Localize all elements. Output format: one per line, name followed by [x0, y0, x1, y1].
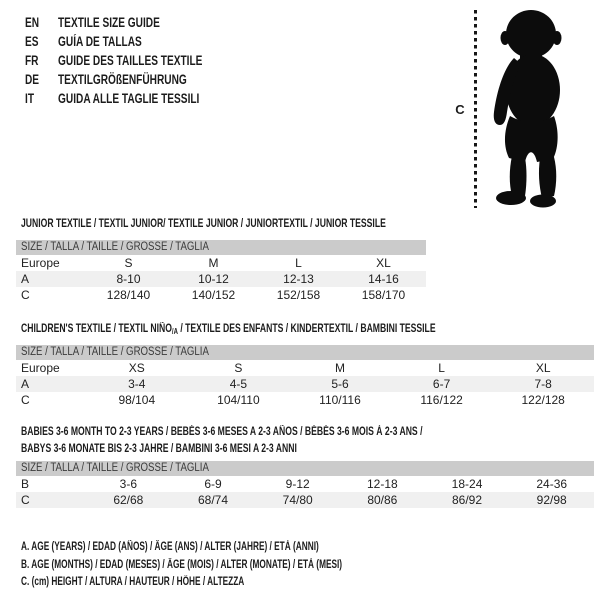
row-label: A [21, 377, 30, 391]
language-title: GUIDE DES TAILLES TEXTILE [58, 53, 203, 68]
row-label: C [21, 288, 30, 302]
row-label: Europe [21, 256, 60, 270]
cell: S [124, 256, 133, 270]
cell: 10-12 [198, 272, 229, 286]
cell: 4-5 [229, 377, 248, 391]
table-row [16, 376, 594, 392]
table-row [16, 492, 594, 508]
language-row-fr [25, 51, 251, 70]
size-header-bar: SIZE / TALLA / TAILLE / GRÖSSE / TAGLIA [16, 240, 426, 255]
language-title: TEXTILGRÖßENFÜHRUNG [58, 72, 187, 87]
cell: 3-4 [128, 377, 146, 391]
table-row [16, 255, 426, 271]
baby-silhouette [484, 8, 578, 208]
cell: M [208, 256, 219, 270]
language-row-de [25, 70, 251, 89]
language-header [25, 13, 251, 108]
language-row-en [25, 13, 251, 32]
cell: 116/122 [420, 393, 463, 407]
language-code: EN [25, 15, 40, 30]
footnote-b: B. AGE (MONTHS) / EDAD (MESES) / ÂGE (MOIS) / ALTER (MONATE) / ETÀ (MESI) [21, 558, 343, 571]
row-label: A [21, 272, 30, 286]
cell: L [295, 256, 302, 270]
cell: 6-9 [204, 477, 222, 491]
table-title-junior: JUNIOR TEXTILE / TEXTIL JUNIOR/ TEXTILE JUNIOR / JUNIORTEXTIL / JUNIOR TESSILE [21, 218, 386, 230]
footnotes [21, 539, 467, 592]
cell: XS [128, 361, 145, 375]
size-header-bar: SIZE / TALLA / TAILLE / GRÖSSE / TAGLIA [16, 345, 594, 360]
cell: 68/74 [197, 493, 229, 507]
babies-size-table [16, 461, 594, 508]
footnote-c: C. (cm) HEIGHT / ALTURA / HAUTEUR / HÖHE / ALTEZZA [21, 576, 245, 588]
language-row-it [25, 89, 251, 108]
cell: XL [535, 361, 551, 375]
cell: 80/86 [367, 493, 398, 507]
language-row-es [25, 32, 251, 51]
cell: 104/110 [217, 393, 260, 407]
cell: L [438, 361, 445, 375]
language-title: TEXTILE SIZE GUIDE [58, 15, 160, 30]
cell: 12-18 [367, 477, 398, 491]
language-code: DE [25, 72, 40, 87]
cell: 92/98 [536, 493, 567, 507]
table-row [16, 360, 594, 376]
table-title-children: CHILDREN'S TEXTILE / TEXTIL $NIÑO_{/A}$ / TEXTILE DES ENFANTS / KINDERTEXTIL / BAMBINI TESSILE [21, 323, 436, 336]
height-dashed-line [474, 10, 477, 208]
cell: 6-7 [432, 377, 451, 391]
row-label: C [21, 493, 30, 507]
cell: 8-10 [116, 272, 141, 286]
cell: 9-12 [285, 477, 310, 491]
size-header-bar: SIZE / TALLA / TAILLE / GRÖSSE / TAGLIA [16, 461, 594, 476]
table-row [16, 476, 594, 492]
junior-size-table [16, 240, 426, 303]
cell: 3-6 [119, 477, 137, 491]
cell: 62/68 [113, 493, 144, 507]
row-label: C [21, 393, 30, 407]
cell: M [334, 361, 345, 375]
cell: 128/140 [106, 288, 151, 302]
language-code: IT [25, 91, 34, 106]
cell: 98/104 [118, 393, 156, 407]
measure-label-c: C [455, 102, 465, 117]
cell: 122/128 [521, 393, 565, 407]
cell: S [234, 361, 243, 375]
cell: 152/158 [276, 288, 321, 302]
cell: 5-6 [331, 377, 349, 391]
table-row [16, 287, 426, 303]
table-row [16, 271, 426, 287]
footnote-a: A. AGE (YEARS) / EDAD (AÑOS) / ÂGE (ANS) / ALTER (JAHRE) / ETÀ (ANNI) [21, 541, 319, 553]
cell: 158/170 [361, 288, 406, 302]
cell: 18-24 [451, 477, 483, 491]
cell: 14-16 [368, 272, 399, 286]
row-label: B [21, 477, 30, 491]
cell: 140/152 [191, 288, 236, 302]
language-code: ES [25, 34, 39, 49]
language-code: FR [25, 53, 39, 68]
cell: 74/80 [282, 493, 313, 507]
cell: 86/92 [452, 493, 483, 507]
cell: 7-8 [534, 377, 552, 391]
children-size-table [16, 345, 594, 408]
table-title-babies: BABIES 3-6 MONTH TO 2-3 YEARS / BEBÉS 3-6 MESES A 2-3 AÑOS / BÉBÉS 3-6 MOIS À 2-3 ANS / BABYS 3-6 MONATE BIS 2-3 JAHRE / BAMBINI 3-6 MESI A 2-3 ANNI [21, 426, 423, 455]
cell: XL [376, 256, 391, 270]
language-title: GUÍA DE TALLAS [58, 34, 142, 49]
cell: 24-36 [536, 477, 568, 491]
language-title: GUIDA ALLE TAGLIE TESSILI [58, 91, 200, 106]
cell: 12-13 [283, 272, 314, 286]
cell: 110/116 [319, 393, 361, 407]
row-label: Europe [21, 361, 60, 375]
table-row [16, 392, 594, 408]
